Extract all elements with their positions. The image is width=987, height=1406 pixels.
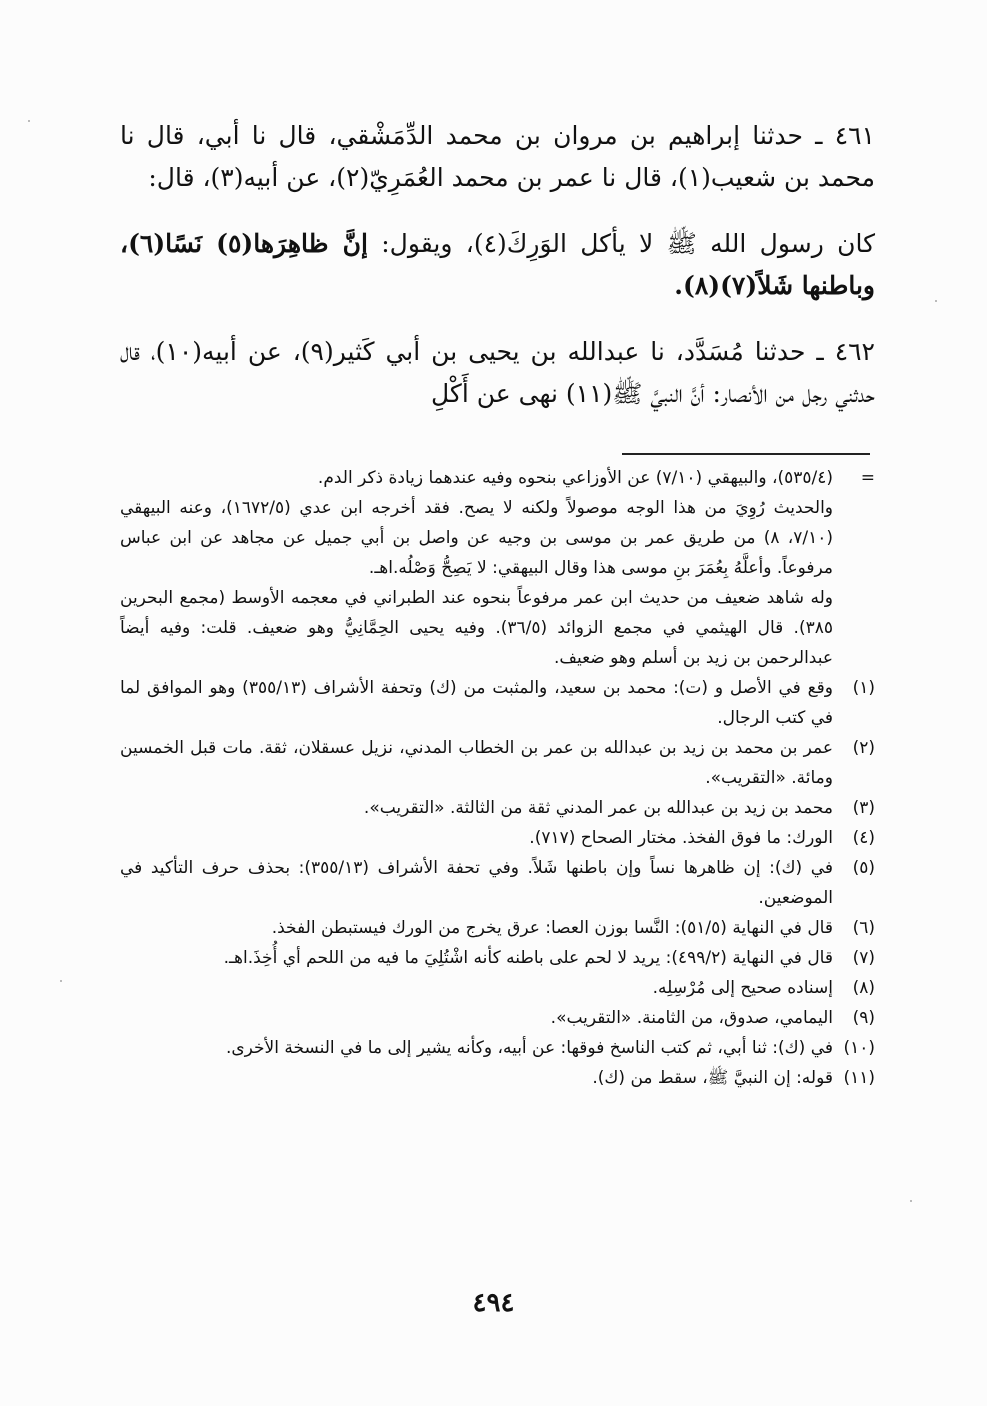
footnote-text: إسناده صحيح إلى مُرْسِلِه.	[652, 978, 833, 998]
footnote-text: والحديث رُوِيَ من هذا الوجه موصولاً ولكنه لا يصح. فقد أخرجه ابن عدي (١٦٧٢/٥)، وعنه البيهقي (٧/١٠، ٨) من طريق عمر بن موسى بن وجيه عن واصل بن أبي جميل عن مجاهد عن ابن عباس مرفوعاً. وأعلَّهُ بِعُمَرَ بنِ موسى هذا وقال البيهقي: لا يَصِحُّ وَصْلُه.اهـ.	[120, 498, 833, 578]
scan-speck	[910, 1200, 912, 1202]
hadith-461-intro: ٤٦١ ـ حدثنا إبراهيم بن مروان بن محمد الدِّمَشْقي، قال نا أبي، قال نا محمد بن شعيب(١)، قال نا عمر بن محمد العُمَرِيّ(٢)، عن أبيه(٣)، قال:	[120, 121, 875, 192]
footnote-continuation	[120, 493, 875, 583]
footnote-text: عمر بن محمد بن زيد بن عبدالله بن عمر بن الخطاب المدني، نزيل عسقلان، ثقة. مات قبل الخمسين ومائة. «التقريب».	[120, 738, 833, 788]
footnote-1	[120, 673, 875, 733]
footnote-text: الورك: ما فوق الفخذ. مختار الصحاح (٧١٧).	[529, 828, 833, 848]
footnote-2	[120, 733, 875, 793]
scan-speck	[60, 980, 62, 982]
footnote-mark: (١١)	[843, 1068, 875, 1088]
footnote-mark: =	[860, 468, 875, 488]
footnote-mark: (٤)	[852, 828, 875, 848]
footnote-11	[120, 1063, 875, 1093]
footnote-mark: (٩)	[852, 1008, 875, 1028]
hadith-461-text	[120, 223, 875, 307]
footnote-mark: (٦)	[852, 918, 875, 938]
footnote-text: محمد بن زيد بن عبدالله بن عمر المدني ثقة من الثالثة. «التقريب».	[363, 798, 833, 818]
footnote-text: قوله: إن النبيَّ ﷺ، سقط من (ك).	[592, 1068, 833, 1088]
footnote-mark: (٢)	[852, 738, 875, 758]
footnote-text: اليمامي، صدوق، من الثامنة. «التقريب».	[550, 1008, 833, 1028]
footnote-mark	[833, 493, 875, 583]
footnote-10	[120, 1033, 875, 1063]
footnote-text: (٥٣٥/٤)، والبيهقي (٧/١٠) عن الأوزاعي بنحوه وفيه عندهما زيادة ذكر الدم.	[317, 468, 833, 488]
footnote-separator	[622, 453, 870, 455]
scan-speck	[935, 300, 937, 302]
scan-speck	[28, 120, 30, 122]
footnote-9	[120, 1003, 875, 1033]
hadith-461-text-a: كان رسول الله ﷺ لا يأكل الوَرِكَ(٤)، ويقول:	[381, 229, 875, 258]
main-text	[120, 115, 875, 439]
footnote-7	[120, 943, 875, 973]
footnote-6	[120, 913, 875, 943]
footnote-text: قال في النهاية (٤٩٩/٢): يريد لا لحم على باطنه كأنه اشْتُلِيَ ما فيه من اللحم أي أُخِذَ.اهـ.	[223, 948, 833, 968]
footnote-text: في (ك): إن ظاهرها نساً وإن باطنها شَلاً. وفي تحفة الأشراف (٣٥٥/١٣): بحذف حرف التأكيد في الموضعين.	[120, 858, 833, 908]
footnote-mark: (٥)	[852, 858, 875, 878]
footnote-mark: (١)	[852, 678, 875, 698]
page-number: ٤٩٤	[472, 1288, 515, 1318]
footnote-text: في (ك): ثنا أبي، ثم كتب الناسخ فوقها: عن أبيه، وكأنه يشير إلى ما في النسخة الأخرى.	[225, 1038, 833, 1058]
footnote-mark: (١٠)	[843, 1038, 875, 1058]
footnote-continuation	[120, 583, 875, 673]
hadith-461-text-b: إنَّ ظاهِرَها(٥) نَسًا(٦)، وباطنها شَلاً(٧)(٨).	[120, 229, 875, 300]
footnote-text: وقع في الأصل و (ت): محمد بن سعيد، والمثبت من (ك) وتحفة الأشراف (٣٥٥/١٣) وهو الموافق لما في كتب الرجال.	[120, 678, 834, 728]
footnote-text: قال في النهاية (٥١/٥): النَّسا بوزن العصا: عرق يخرج من الورك فيستبطن الفخذ.	[271, 918, 833, 938]
footnote-mark: (٧)	[852, 948, 875, 968]
footnote-mark: (٣)	[852, 798, 875, 818]
footnote-3	[120, 793, 875, 823]
footnote-8	[120, 973, 875, 1003]
footnote-4	[120, 823, 875, 853]
footnote-mark: (٨)	[852, 978, 875, 998]
footnotes	[120, 463, 875, 1093]
hadith-462: ٤٦٢ ـ حدثنا مُسَدَّد، نا عبدالله بن يحيى بن أبي كَثير(٩)، عن أبيه(١٠)، قال حدثني رجل من الأنصار: أنَّ النبيَّ ﷺ(١١) نهى عن أَكْلِ	[120, 337, 875, 408]
footnote-5	[120, 853, 875, 913]
footnote-mark	[833, 583, 875, 673]
footnote-continuation	[120, 463, 875, 493]
footnote-text: وله شاهد ضعيف من حديث ابن عمر مرفوعاً بنحوه عند الطبراني في معجمه الأوسط (مجمع البحرين ٣٨٥). قال الهيثمي في مجمع الزوائد (٣٦/٥). وفيه يحيى الحِمَّانِيُّ وهو ضعيف. قلت: وفيه أيضاً عبدالرحمن بن زيد بن أسلم وهو ضعيف.	[120, 588, 833, 668]
